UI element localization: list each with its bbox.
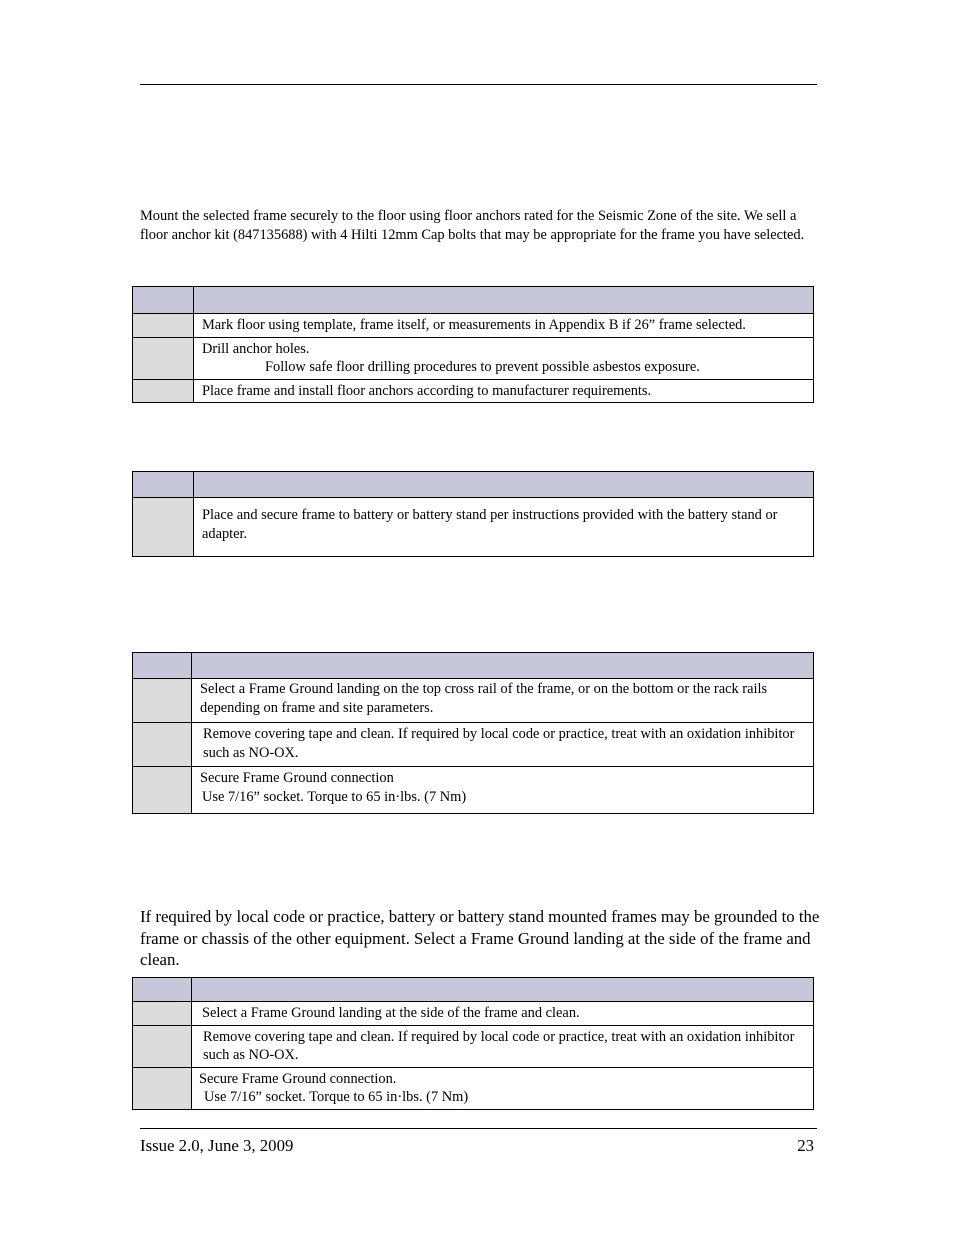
table-header-row [133, 978, 814, 1002]
step-number-cell [133, 1067, 192, 1109]
table-row [133, 679, 814, 723]
table-row [133, 379, 814, 403]
table-row [133, 723, 814, 767]
frame-ground-steps-table [132, 652, 814, 814]
table-row [133, 767, 814, 814]
action-header-cell [192, 978, 814, 1002]
step-detail-text: Use 7/16” socket. Torque to 65 in·lbs. (7 Nm) [202, 788, 467, 805]
floor-mount-intro: Mount the selected frame securely to the floor using floor anchors rated for the Seismic Zone of the site. We sell a floor anchor kit (847135688) with 4 Hilti 12mm Cap bolts that may be appropriate for the frame you have selected. [140, 208, 805, 243]
table-header-row [133, 653, 814, 679]
table-row [133, 314, 814, 338]
step-header-cell [133, 287, 194, 314]
step-text: Secure Frame Ground connection [200, 770, 394, 786]
table-row [133, 498, 814, 557]
step-number-cell [133, 337, 194, 379]
floor-mount-steps-table [132, 286, 814, 403]
step-text-cell [194, 337, 814, 379]
step-number-cell [133, 314, 194, 338]
step-text: Select a Frame Ground landing on the top cross rail of the frame, or on the bottom or the rack rails depending on frame and site parameters. [192, 679, 814, 723]
footer-issue-date: Issue 2.0, June 3, 2009 [140, 1136, 294, 1155]
table-header-row [133, 472, 814, 498]
step-header-cell [133, 653, 192, 679]
step-text: Place frame and install floor anchors according to manufacturer requirements. [194, 379, 814, 403]
step-text: Select a Frame Ground landing at the side of the frame and clean. [192, 1002, 814, 1026]
battery-mount-steps-table [132, 471, 814, 557]
step-text: Place and secure frame to battery or battery stand per instructions provided with the battery stand or adapter. [194, 498, 814, 557]
step-number-cell [133, 498, 194, 557]
step-text-cell [192, 767, 814, 814]
step-text: Remove covering tape and clean. If required by local code or practice, treat with an oxidation inhibitor such as NO-OX. [192, 723, 814, 767]
step-detail-text: Use 7/16” socket. Torque to 65 in·lbs. (7 Nm) [204, 1089, 469, 1105]
step-number-cell [133, 767, 192, 814]
step-text: Drill anchor holes. [202, 340, 310, 357]
side-ground-intro: If required by local code or practice, battery or battery stand mounted frames may be grounded to the frame or chassis of the other equipment. Select a Frame Ground landing at the side of the frame and clean. [140, 907, 820, 969]
step-number-cell [133, 1002, 192, 1026]
action-header-cell [194, 287, 814, 314]
step-header-cell [133, 472, 194, 498]
side-ground-steps-table [132, 977, 814, 1110]
action-header-cell [194, 472, 814, 498]
step-text-cell [192, 1067, 814, 1109]
table-row [133, 1002, 814, 1026]
step-caution-text: Follow safe floor drilling procedures to prevent possible asbestos exposure. [265, 359, 700, 375]
table-header-row [133, 287, 814, 314]
step-header-cell [133, 978, 192, 1002]
step-text: Mark floor using template, frame itself, or measurements in Appendix B if 26” frame selected. [194, 314, 814, 338]
footer-page-number: 23 [797, 1136, 814, 1155]
step-number-cell [133, 723, 192, 767]
header-rule [140, 84, 817, 85]
table-row [133, 337, 814, 379]
table-row [133, 1067, 814, 1109]
step-text: Secure Frame Ground connection. [199, 1070, 397, 1087]
step-text: Remove covering tape and clean. If required by local code or practice, treat with an oxidation inhibitor such as NO-OX. [192, 1025, 814, 1067]
action-header-cell [192, 653, 814, 679]
step-number-cell [133, 679, 192, 723]
step-number-cell [133, 1025, 192, 1067]
footer-rule [140, 1128, 817, 1129]
step-number-cell [133, 379, 194, 403]
table-row [133, 1025, 814, 1067]
